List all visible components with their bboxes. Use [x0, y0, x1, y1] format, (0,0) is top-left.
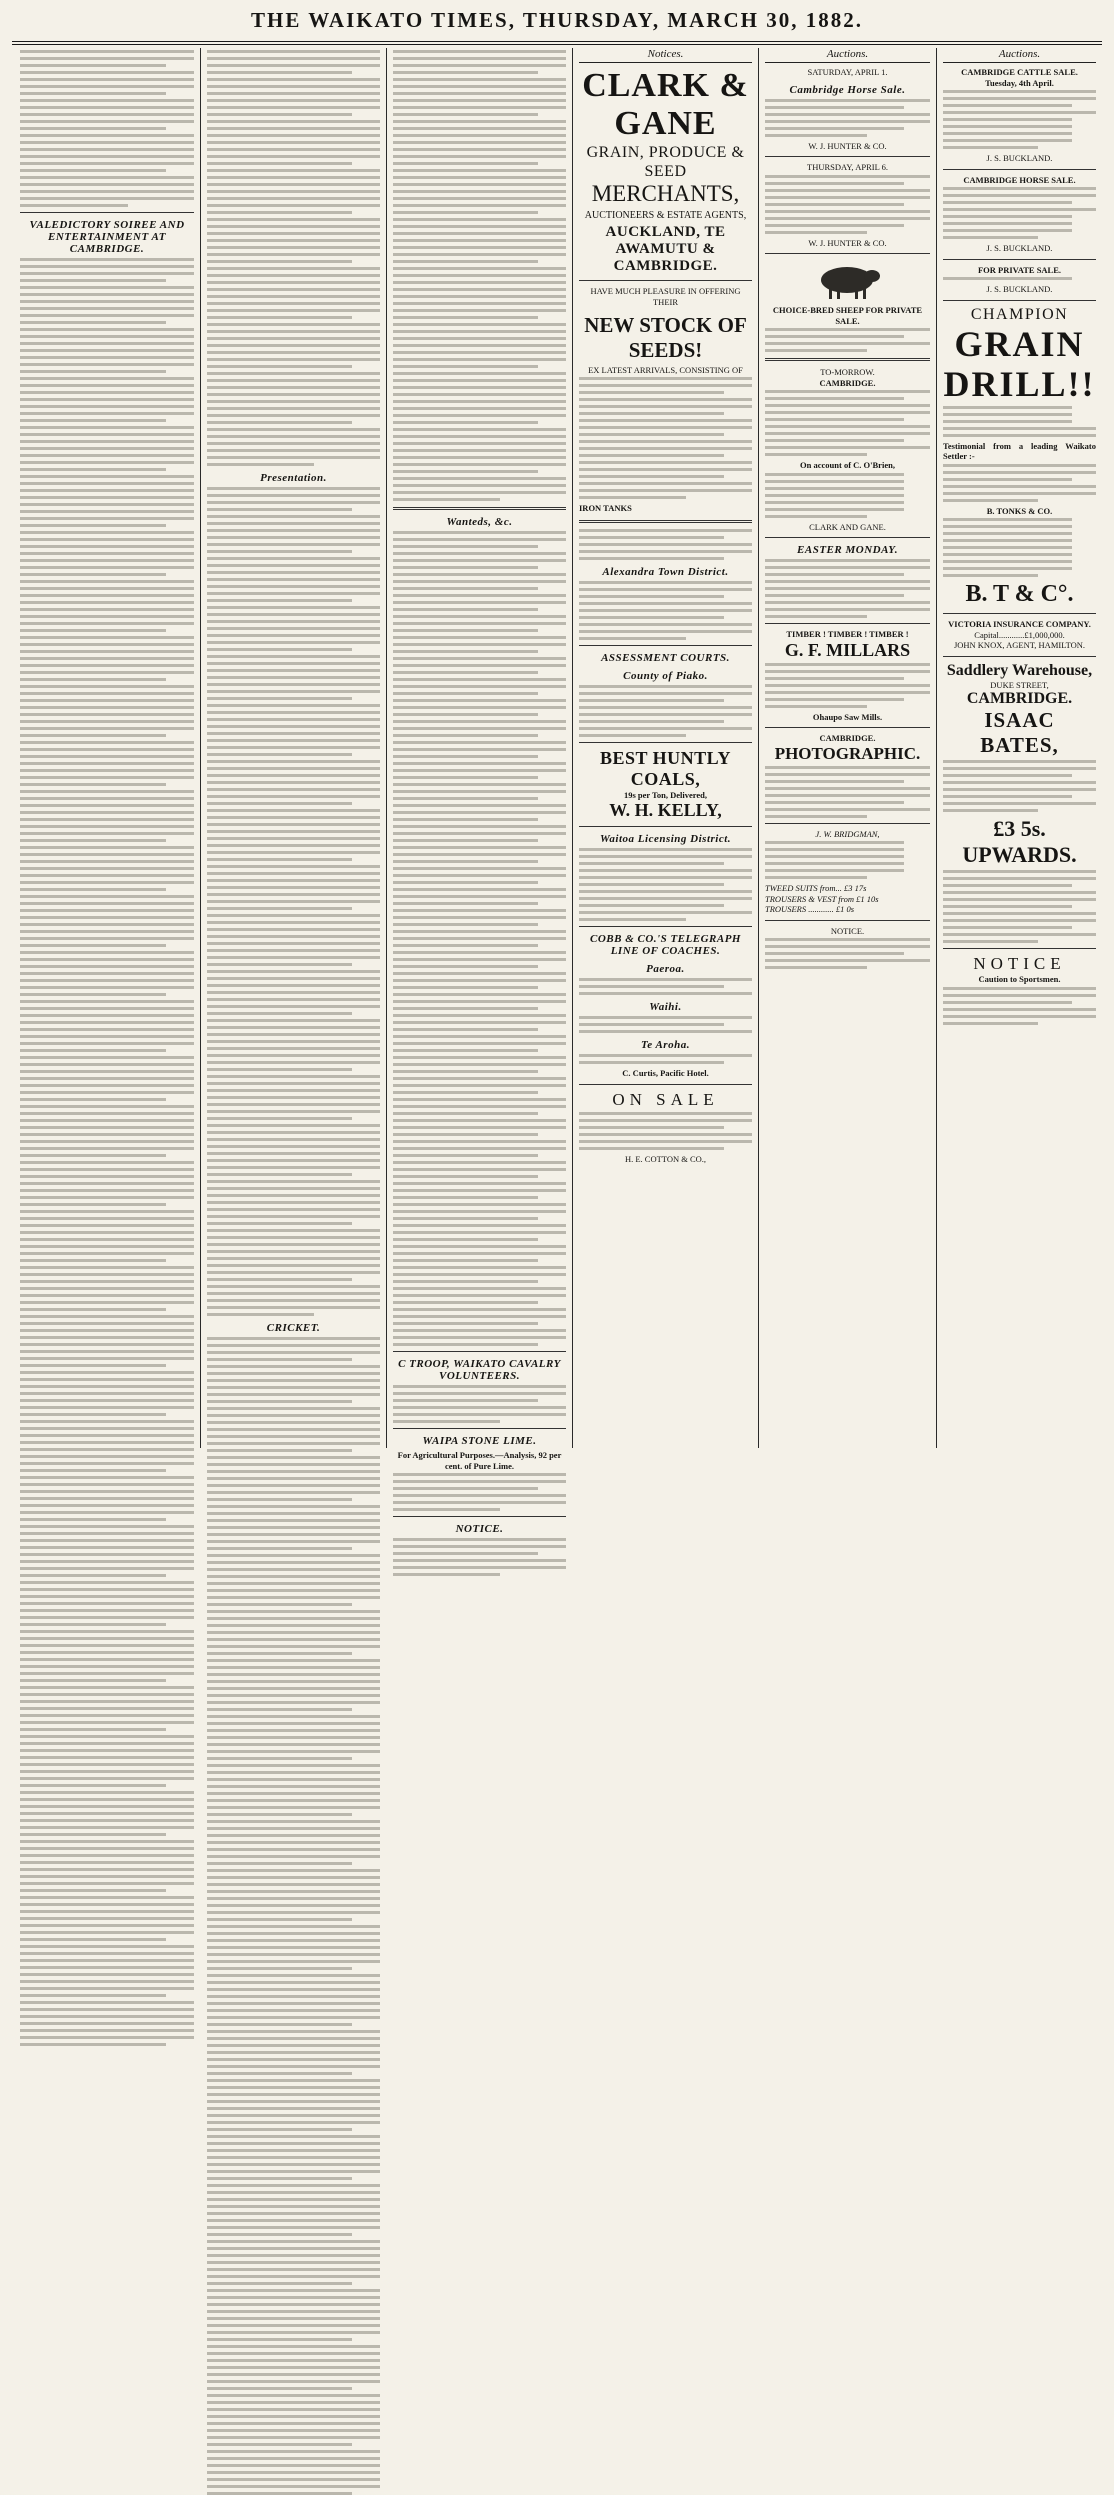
clark-gane-firm: CLARK & GANE — [582, 67, 749, 142]
body-text — [765, 175, 930, 234]
body-text — [943, 987, 1096, 1025]
auctioneer: W. J. HUNTER & CO. — [808, 237, 887, 248]
section-heading-lime: WAIPA STONE LIME. — [422, 1435, 537, 1447]
masthead-rule — [12, 41, 1102, 42]
section-heading-alexandra: Alexandra Town District. — [602, 565, 729, 578]
cattle-sale-date: Tuesday, 4th April. — [985, 77, 1054, 88]
section-heading-notice: NOTICE. — [455, 1523, 504, 1535]
body-text — [943, 464, 1096, 502]
sheep-illustration — [809, 259, 887, 301]
huntly-coals-heading: BEST HUNTLY COALS, — [599, 747, 732, 789]
body-text — [765, 766, 930, 818]
auctioneer: J. S. BUCKLAND. — [986, 284, 1053, 294]
route-paeroa: Paeroa. — [646, 963, 685, 975]
body-text — [579, 581, 752, 640]
body-text — [393, 1473, 566, 1511]
body-text — [765, 328, 930, 352]
notice-heading: NOTICE. — [830, 925, 865, 936]
millars-heading: G. F. MILLARS — [784, 639, 911, 660]
auctioneer: J. S. BUCKLAND. — [986, 153, 1053, 163]
obrien-heading: On account of C. O'Brien, — [800, 460, 895, 470]
clark-gane-intro: HAVE MUCH PLEASURE IN OFFERING THEIR — [590, 286, 741, 307]
body-text — [207, 1337, 380, 2495]
body-text — [943, 187, 1096, 239]
section-heading-cobb: COBB & CO.'S TELEGRAPH LINE OF COACHES. — [590, 933, 741, 957]
masthead — [0, 0, 1114, 40]
body-text — [943, 870, 1096, 943]
section-heading-assessment: ASSESSMENT COURTS. — [601, 651, 730, 664]
iron-tanks: IRON TANKS — [579, 503, 632, 513]
sawmill-heading: Ohaupo Saw Mills. — [812, 711, 883, 722]
photographic-heading: PHOTOGRAPHIC. — [774, 743, 921, 763]
clark-gane-roles: AUCTIONEERS & ESTATE AGENTS, — [584, 210, 747, 221]
body-text — [943, 277, 1096, 280]
price-suits: TWEED SUITS from... £3 17s — [765, 883, 867, 893]
section-heading-waitoa: Waitoa Licensing District. — [599, 833, 732, 845]
bridgman-heading: J. W. BRIDGMAN, — [815, 828, 880, 839]
body-text — [943, 406, 1096, 437]
sportsmen-heading: Caution to Sportsmen. — [978, 974, 1061, 984]
body-text — [579, 1112, 752, 1150]
champion-heading: CHAMPION — [970, 305, 1069, 323]
body-text — [765, 473, 930, 518]
auctioneer: J. S. BUCKLAND. — [986, 243, 1053, 253]
section-heading-wanteds: Wanteds, &c. — [446, 516, 513, 528]
cambridge-heading: CAMBRIDGE. — [966, 690, 1073, 707]
body-text — [765, 99, 930, 137]
clark-gane-places: AUCKLAND, TE AWAMUTU & CAMBRIDGE. — [605, 224, 726, 274]
section-heading-troop: C TROOP, WAIKATO CAVALRY VOLUNTEERS. — [398, 1358, 561, 1382]
price-trousers: TROUSERS ............ £1 0s — [765, 904, 855, 914]
body-text — [943, 90, 1096, 149]
new-stock-heading: NEW STOCK OF SEEDS! — [584, 313, 747, 362]
price-trousers-vest: TROUSERS & VEST from £1 10s — [765, 893, 879, 904]
new-stock-sub: EX LATEST ARRIVALS, CONSISTING OF — [588, 365, 743, 375]
testimonial-heading: Testimonial from a leading Waikato Settler :- — [943, 440, 1096, 461]
column-heading: Auctions. — [943, 48, 1096, 63]
clark-gane-sign: CLARK AND GANE. — [809, 521, 886, 532]
route-aroha: Te Aroha. — [641, 1039, 690, 1051]
classified-ads — [393, 531, 566, 1346]
body-text — [765, 390, 930, 456]
body-text — [20, 50, 194, 207]
column-3 — [386, 48, 572, 1535]
body-text — [943, 760, 1096, 812]
tonks-logo: B. T & C°. — [965, 581, 1074, 607]
choice-sheep-heading: CHOICE-BRED SHEEP FOR PRIVATE SALE. — [772, 305, 923, 326]
victoria-capital: Capital............£1,000,000. — [974, 629, 1065, 640]
body-text — [393, 1385, 566, 1423]
duke-street: DUKE STREET, — [990, 679, 1049, 690]
tonks-agents: B. TONKS & CO. — [986, 505, 1053, 516]
victoria-heading: VICTORIA INSURANCE COMPANY. — [948, 619, 1091, 629]
body-text — [579, 1016, 752, 1033]
column-2 — [200, 48, 386, 1448]
body-text — [765, 841, 930, 879]
body-text — [765, 559, 930, 618]
body-text — [20, 258, 194, 2046]
body-text — [765, 938, 930, 969]
body-text — [207, 487, 380, 1316]
route-waihi: Waihi. — [649, 1001, 682, 1013]
timber-heading: TIMBER ! TIMBER ! TIMBER ! — [786, 629, 909, 639]
column-5 — [758, 48, 936, 1448]
easter-monday-heading: EASTER MONDAY. — [797, 544, 898, 556]
body-text — [943, 518, 1096, 577]
section-heading-valedictory: VALEDICTORY SOIREE AND ENTERTAINMENT AT CAMBRIDGE. — [29, 219, 185, 255]
column-4 — [572, 48, 758, 1448]
section-heading-presentation: Presentation. — [260, 472, 327, 484]
pacific-hotel: C. Curtis, Pacific Hotel. — [622, 1068, 709, 1078]
body-text — [393, 50, 566, 501]
cambridge-horse-sale: Cambridge Horse Sale. — [789, 83, 906, 96]
body-text — [579, 529, 752, 560]
clark-gane-trade: GRAIN, PRODUCE & SEED — [586, 144, 745, 180]
cambridge-heading-2: CAMBRIDGE. — [819, 733, 876, 743]
cambridge-heading: CAMBRIDGE. — [819, 377, 876, 388]
coal-price: 19s per Ton, Delivered, — [623, 789, 708, 800]
price-heading: £3 5s. UPWARDS. — [962, 816, 1077, 867]
cotton-foot: H. E. COTTON & CO., — [624, 1153, 707, 1164]
on-sale-heading: ON SALE — [612, 1089, 719, 1109]
cattle-sale-heading: CAMBRIDGE CATTLE SALE. — [961, 67, 1078, 77]
body-text — [579, 1054, 752, 1064]
auction-date: SATURDAY, APRIL 1. — [807, 67, 888, 77]
private-sale-heading: FOR PRIVATE SALE. — [977, 264, 1062, 275]
isaac-bates-heading: ISAAC BATES, — [980, 708, 1059, 757]
column-6 — [936, 48, 1102, 1448]
body-text — [579, 848, 752, 921]
saddlery-heading: Saddlery Warehouse, — [946, 661, 1093, 679]
body-text — [207, 50, 380, 466]
grain-heading: GRAIN — [954, 323, 1085, 364]
newspaper-title: THE WAIKATO TIMES, THURSDAY, MARCH 30, 1882. — [251, 8, 863, 32]
column-heading: Notices. — [579, 48, 752, 63]
clark-gane-merchants: MERCHANTS, — [591, 181, 740, 206]
tomorrow-heading: TO-MORROW. — [820, 367, 875, 377]
auctioneer: W. J. HUNTER & CO. — [808, 140, 887, 151]
notice-heading: NOTICE — [973, 954, 1066, 973]
kelly-heading: W. H. KELLY, — [609, 800, 722, 820]
masthead-rule-2 — [12, 44, 1102, 45]
body-text — [393, 1538, 566, 1576]
column-heading: Auctions. — [765, 48, 930, 63]
seeds-list — [579, 377, 752, 499]
drill-heading: DRILL!! — [943, 363, 1096, 404]
horse-sale-heading: CAMBRIDGE HORSE SALE. — [963, 174, 1076, 185]
auction-date: THURSDAY, APRIL 6. — [807, 162, 888, 172]
section-subheading-county: County of Piako. — [623, 669, 708, 682]
victoria-agent: JOHN KNOX, AGENT, HAMILTON. — [953, 640, 1086, 650]
section-heading-cricket: CRICKET. — [266, 1322, 321, 1334]
body-text — [579, 685, 752, 737]
body-text — [765, 663, 930, 708]
column-1 — [14, 48, 200, 1448]
body-text — [579, 978, 752, 995]
lime-subheading: For Agricultural Purposes.—Analysis, 92 per cent. of Pure Lime. — [397, 1450, 562, 1471]
